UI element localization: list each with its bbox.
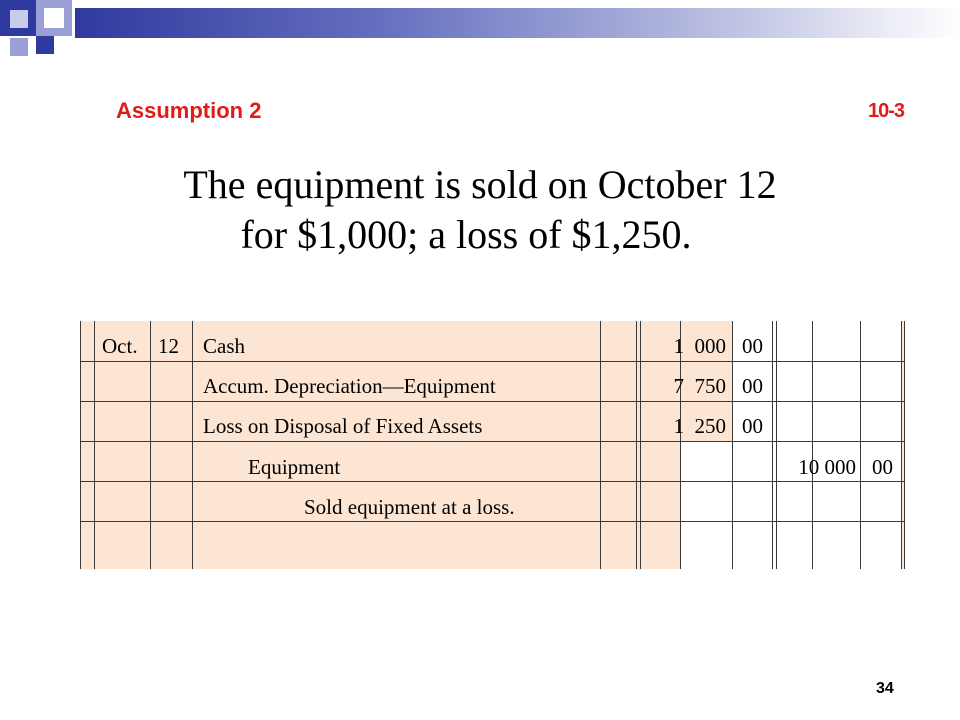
debit-cents-column: [732, 321, 776, 569]
account-name: Equipment: [248, 455, 341, 479]
debit-cents: 00: [742, 334, 763, 358]
column-line: [640, 321, 641, 569]
column-line: [776, 321, 777, 569]
debit-cents: 00: [742, 414, 763, 438]
column-line: [680, 321, 681, 569]
assumption-label: Assumption 2: [116, 98, 262, 123]
column-line: [732, 321, 733, 569]
column-line: [600, 321, 601, 569]
decor-square: [44, 8, 64, 28]
column-line: [80, 321, 81, 569]
credit-main-column: [776, 321, 812, 569]
slide-title-line-2: for $1,000; a loss of $1,250.: [240, 212, 692, 257]
page-number: 34: [876, 680, 894, 697]
column-line: [94, 321, 95, 569]
column-line: [772, 321, 773, 569]
account-name: Loss on Disposal of Fixed Assets: [203, 414, 483, 438]
column-line: [636, 321, 637, 569]
row-line: [80, 401, 905, 402]
decor-square: [10, 38, 28, 56]
column-line: [901, 321, 902, 569]
column-line: [904, 321, 905, 569]
debit-amount: 1 000: [673, 334, 726, 358]
credit-main-column: [812, 321, 860, 569]
debit-main-column: [680, 441, 732, 569]
column-line: [812, 321, 813, 569]
credit-amount: 10 000: [798, 455, 856, 479]
column-line: [192, 321, 193, 569]
credit-cents-column: [860, 321, 901, 569]
header-gradient-bar: [75, 8, 960, 38]
section-number: 10-3: [868, 100, 905, 122]
account-name: Cash: [203, 334, 245, 358]
debit-amount: 1 250: [673, 414, 726, 438]
slide-title-line-1: The equipment is sold on October 12: [183, 162, 777, 207]
debit-cents: 00: [742, 374, 763, 398]
column-line: [860, 321, 861, 569]
decor-square: [10, 10, 28, 28]
row-line: [80, 441, 905, 442]
entry-day: 12: [158, 334, 179, 358]
column-line: [150, 321, 151, 569]
entry-month: Oct.: [102, 334, 138, 358]
credit-cents: 00: [872, 455, 893, 479]
debit-amount: 7 750: [673, 374, 726, 398]
entry-explanation: Sold equipment at a loss.: [304, 495, 515, 519]
row-line: [80, 481, 905, 482]
row-line: [80, 521, 905, 522]
journal-entry-table: [80, 321, 905, 569]
account-name: Accum. Depreciation—Equipment: [203, 374, 496, 398]
decor-square: [36, 36, 54, 54]
row-line: [80, 361, 905, 362]
